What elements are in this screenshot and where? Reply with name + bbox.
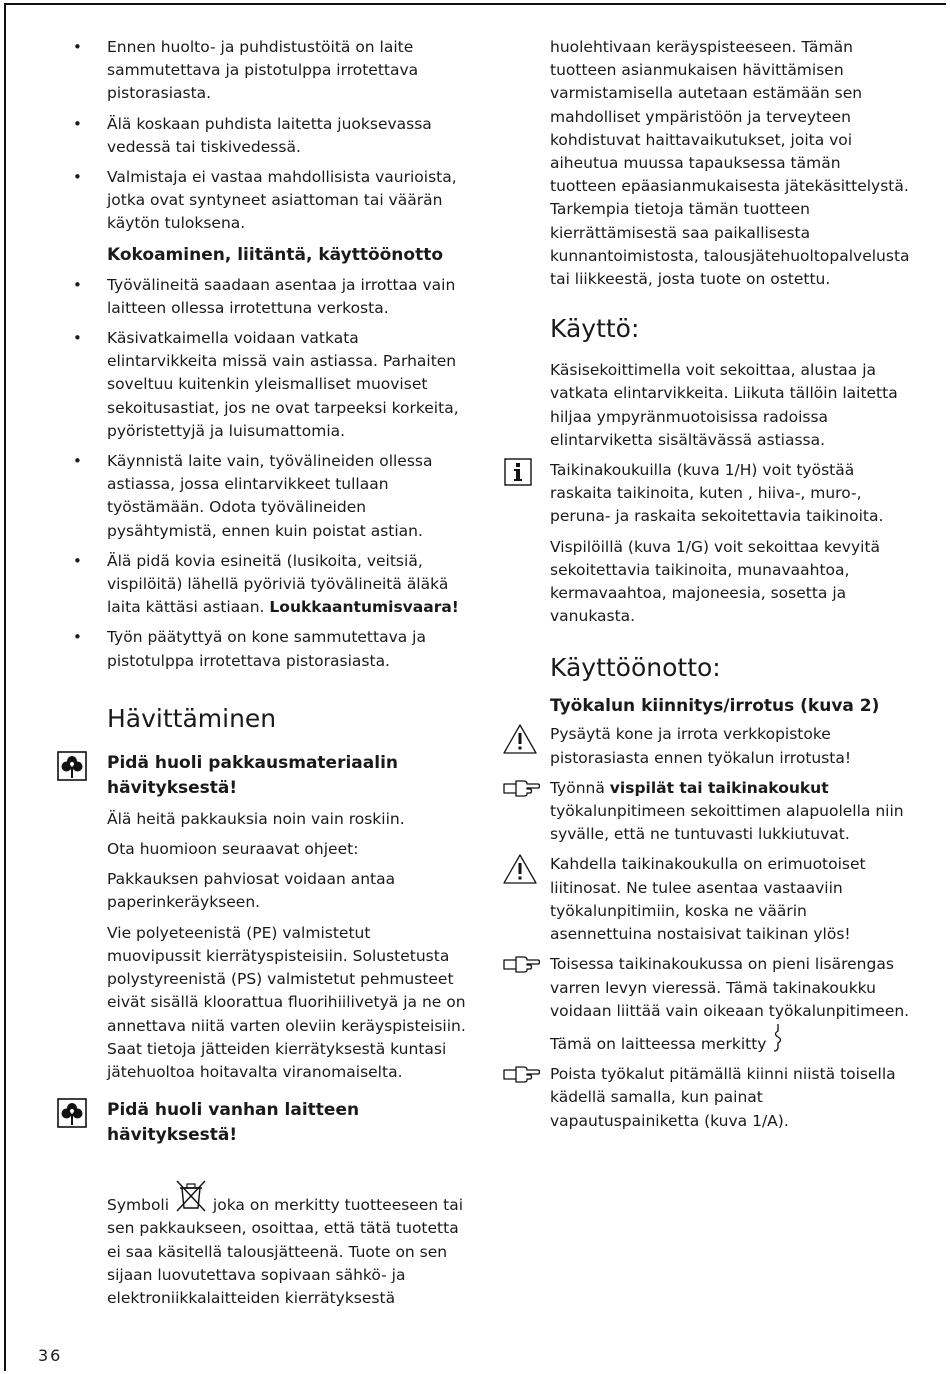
pointer-note bbox=[550, 953, 910, 1056]
left-column bbox=[73, 36, 467, 1317]
clover-icon bbox=[57, 751, 87, 781]
subheading-assembly: Kokoaminen, liitäntä, käyttöönotto bbox=[107, 244, 444, 265]
paragraph bbox=[550, 777, 910, 847]
clover-icon bbox=[57, 1098, 87, 1128]
tool-heading: Työkalun kiinnitys/irrotus (kuva 2) bbox=[550, 696, 880, 717]
packaging-heading: Pidä huoli pakkausmateriaalin hävityksestä! bbox=[107, 752, 399, 798]
paragraph: Vispilöillä (kuva 1/G) voit sekoittaa kevyitä sekoitettavia taikinoita, munavaahtoa, kermavaahtoa, majoneesia, sosetta ja vanukasta. bbox=[550, 537, 881, 626]
bullet-icon: • bbox=[73, 38, 82, 56]
paragraph bbox=[550, 953, 910, 1056]
recycling-continued bbox=[550, 36, 910, 291]
bullet-icon: • bbox=[73, 551, 82, 570]
paragraph bbox=[107, 1178, 467, 1310]
pointer-note bbox=[550, 777, 910, 847]
paragraph: Pakkauksen pahviosat voidaan antaa paperinkeräykseen. bbox=[107, 870, 396, 912]
list-item-text bbox=[107, 550, 467, 620]
list-item bbox=[73, 166, 467, 236]
old-device-heading-block bbox=[107, 1098, 467, 1148]
list-item-text: Työn päätyttyä on kone sammutettava ja pistotulppa irrotettava pistorasiasta. bbox=[107, 628, 426, 670]
section-title-startup: Käyttöönotto: bbox=[550, 653, 721, 683]
paragraph: Kahdella taikinakoukulla on erimuotoiset liitinosat. Ne tulee asentaa vastaaviin työkalunpitimiin, koska ne väärin asennettuina nostaisivat taikinan ylös! bbox=[550, 855, 866, 944]
list-item bbox=[73, 274, 467, 320]
pointer-post-text: työkalunpitimeen sekoittimen alapuolella niin syvälle, että ne tuntuvasti lukkiutuvat. bbox=[550, 802, 904, 844]
pointer-pre-text: Työnnä bbox=[550, 778, 605, 797]
warning-triangle-icon bbox=[502, 723, 538, 755]
bullet-icon: • bbox=[73, 452, 82, 471]
packaging-paragraph bbox=[107, 868, 467, 914]
bullet-icon: • bbox=[73, 275, 82, 294]
crossed-bin-icon bbox=[174, 1178, 208, 1214]
list-item-text: Ennen huolto- ja puhdistustöitä on laite sammutettava ja pistotulppa irrotettava pistorasiasta. bbox=[107, 38, 419, 103]
warning-note bbox=[550, 723, 910, 769]
packaging-heading-block bbox=[107, 751, 467, 801]
list-item bbox=[73, 626, 467, 672]
packaging-paragraph bbox=[107, 838, 467, 861]
paragraph: Pysäytä kone ja irrota verkkopistoke pistorasiasta ennen työkalun irrotusta! bbox=[550, 725, 852, 767]
list-item-text: Älä koskaan puhdista laitetta juoksevassa vedessä tai tiskivedessä. bbox=[107, 114, 432, 156]
pointing-hand-icon bbox=[502, 1065, 540, 1083]
pointing-hand-icon bbox=[502, 955, 540, 973]
page-number: 36 bbox=[38, 1346, 63, 1365]
list-item-text: Käsivatkaimella voidaan vatkata elintarvikkeita missä vain astiassa. Parhaiten soveltuu kuitenkin yleismalliset muoviset sekoitusastiat, jos ne ovat tarpeeksi korkeita, pyöristettyjä ja luisumattomia. bbox=[107, 329, 459, 440]
bullet-icon: • bbox=[73, 114, 82, 133]
paragraph: huolehtivaan keräyspisteeseen. Tämän tuotteen asianmukaisen hävittämisen varmistamisella autetaan estämään sen mahdolliset ympäristöön ja terveyteen kohdistuvat haittavaikutukset, joita voi aiheutua muussa tapauksessa tämän tuotteen epäasianmukaisesta jätekäsittelystä. Tarkempia tietoja tämän tuotteen kierrättämisestä saa paikallisesta kunnantoimistosta, talousjätehuoltopalvelusta tai liikkeestä, josta tuote on ostettu. bbox=[550, 38, 910, 289]
bullet-icon: • bbox=[73, 329, 82, 348]
bullet-icon: • bbox=[73, 628, 82, 647]
packaging-paragraph bbox=[107, 808, 467, 831]
paragraph: Käsisekoittimella voit sekoittaa, alustaa ja vatkata elintarvikkeita. Liikuta tällöin laitetta hiljaa ympyränmuotoisissa radoissa elintarviketta sisältävässä astiassa. bbox=[550, 361, 898, 449]
symbol-pre-text: Symboli bbox=[107, 1196, 170, 1215]
injury-warning: Loukkaantumisvaara! bbox=[269, 598, 459, 617]
warning-text: Älä pidä kovia esineitä (lusikoita, veitsiä, vispilöitä) lähellä pyöriviä työvälineitä äläkä laita kättäsi astiaan. bbox=[107, 551, 449, 617]
warning-note bbox=[550, 853, 910, 946]
info-note bbox=[550, 459, 910, 529]
list-item bbox=[73, 36, 467, 106]
paragraph: Taikinakoukuilla (kuva 1/H) voit työstää raskaita taikinoita, kuten , hiiva-, muro-, peruna- ja raskaita sekoitettavia taikinoita. bbox=[550, 461, 884, 526]
list-item-text: Työvälineitä saadaan asentaa ja irrottaa vain laitteen ollessa irrotettuna verkosta. bbox=[107, 275, 456, 317]
pointer-text: Toisessa taikinakoukussa on pieni lisärengas varren levyn vieressä. Tämä takinakoukku voidaan liittää vain oikeaan työkalunpitimeen. Tämä on laitteessa merkitty bbox=[550, 955, 910, 1053]
pointing-hand-icon bbox=[502, 779, 540, 797]
pointer-bold-text: vispilät tai taikinakoukut bbox=[609, 778, 829, 797]
list-item-text: Valmistaja ei vastaa mahdollisista vaurioista, jotka ovat syntyneet asiattoman tai väärän käytön tuloksena. bbox=[107, 168, 457, 233]
paragraph: Poista työkalut pitämällä kiinni niistä toisella kädellä samalla, kun painat vapautuspainiketta (kuva 1/A). bbox=[550, 1065, 896, 1130]
hook-marker-icon bbox=[771, 1023, 785, 1053]
whisk-paragraph bbox=[550, 536, 910, 629]
list-item-warning bbox=[73, 550, 467, 620]
list-item-text: Käynnistä laite vain, työvälineiden ollessa astiassa, jossa elintarvikkeet tullaan työstämään. Odota työvälineiden pysähtymistä, ennen kuin poistat astian. bbox=[107, 452, 433, 540]
bullet-icon: • bbox=[73, 168, 82, 187]
symbol-paragraph bbox=[107, 1178, 467, 1310]
list-item bbox=[73, 327, 467, 443]
list-item bbox=[73, 113, 467, 159]
symbol-post-text: joka on merkitty tuotteeseen tai sen pakkaukseen, osoittaa, että tätä tuotetta ei saa käsitellä talousjätteenä. Tuote on sen sijaan luovutettava sopivaan sähkö- ja elektroniikkalaitteiden kierrätyksestä bbox=[107, 1196, 464, 1307]
info-icon bbox=[504, 458, 532, 486]
packaging-paragraph bbox=[107, 922, 467, 1084]
pointer-note bbox=[550, 1063, 910, 1133]
warning-triangle-icon bbox=[502, 853, 538, 885]
right-column bbox=[550, 36, 910, 1140]
page-frame-left bbox=[4, 3, 6, 1371]
paragraph: Ota huomioon seuraavat ohjeet: bbox=[107, 840, 359, 859]
old-device-heading: Pidä huoli vanhan laitteen hävityksestä! bbox=[107, 1100, 360, 1146]
use-paragraph bbox=[550, 359, 910, 452]
section-title-use: Käyttö: bbox=[550, 314, 640, 344]
section-title-disposal: Hävittäminen bbox=[107, 703, 277, 733]
paragraph: Älä heitä pakkauksia noin vain roskiin. bbox=[107, 809, 405, 828]
list-item bbox=[73, 450, 467, 543]
page-frame-top bbox=[4, 3, 946, 5]
paragraph: Vie polyeteenistä (PE) valmistetut muovipussit kierrätyspisteisiin. Solustetusta polystyreenistä (PS) valmistetut pehmusteet eivät sisällä kloorattua fluorihiilivetyä ja ne on annettava niitä varten oleviin keräyspisteisiin. Saat tietoja jätteiden kierrätyksestä kuntasi jätehuoltoa hoitavalta viranomaiselta. bbox=[107, 923, 466, 1081]
